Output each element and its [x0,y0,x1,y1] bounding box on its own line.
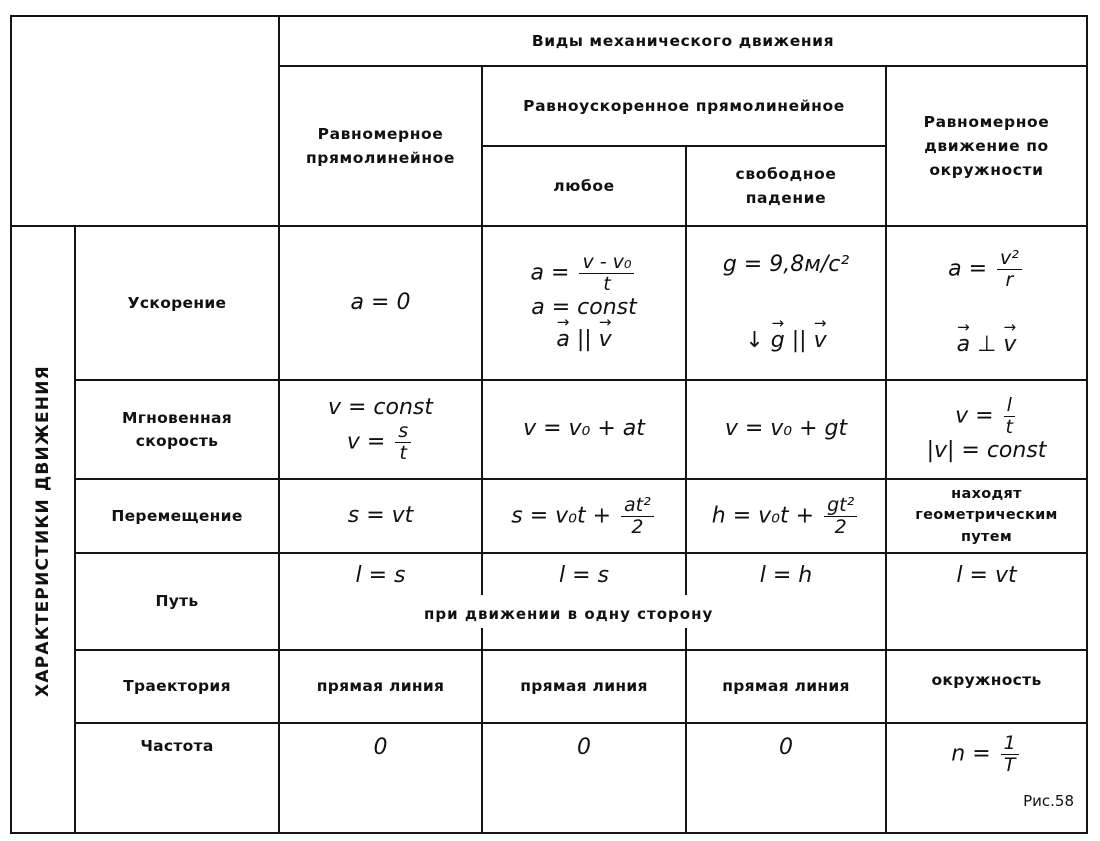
header-title: Виды механического движения [531,31,835,50]
vector-relation: ↓ → g || → v [745,328,826,354]
row-label-displacement: Перемещение [111,506,243,525]
row-label-path: Путь [155,592,199,611]
cell-displacement-uniform: s = vt [347,502,414,528]
cell-acceleration-free-fall: g = 9,8м/с² ↓ → g || → v [687,227,885,379]
cell-velocity-accel-any: v = v₀ + at [523,416,645,442]
fraction: $\frac{\text{at²}}{2}$ [621,495,654,538]
formula-h: h = v₀t + $\frac{\text{gt²}}{2}$ [712,495,860,538]
vector-relation: → a ⊥ → v [957,332,1017,358]
header-accel-any: любое [553,176,615,195]
formula-n: n = $\frac{1}{T}$ [951,733,1021,776]
header-uniform: Равномерное прямолинейное [305,124,456,167]
cell-path-accel-any: l = s [559,562,609,588]
figure-caption: Рис.58 [1023,792,1074,810]
formula-s: s = v₀t + $\frac{\text{at²}}{2}$ [511,495,657,538]
side-label: ХАРАКТЕРИСТИКИ ДВИЖЕНИЯ [33,364,54,697]
cell-acceleration-circular [887,227,1086,379]
path-note: при движении в одну сторону [420,603,717,625]
cell-displacement-free-fall [687,480,885,552]
fraction: $\frac{\text{gt²}}{2}$ [824,495,857,538]
cell-trajectory-free-fall: прямая линия [722,677,850,696]
cell-trajectory-accel-any: прямая линия [520,677,648,696]
header-accel-group: Равноускоренное прямолинейное [523,96,845,115]
border-bottom [10,832,1088,834]
fraction: $\frac{\text{v²}}{r}$ [997,248,1022,291]
cell-path-circular: l = vt [956,562,1017,588]
cell-displacement-accel-any [483,480,685,552]
row-label-acceleration: Ускорение [127,293,227,312]
cell-velocity-uniform: v = const v = $\frac{s}{t}$ [327,394,434,465]
border-right [1086,15,1088,834]
fraction: $\frac{s}{t}$ [395,421,411,464]
row-line-5 [74,722,1088,724]
cell-acceleration-uniform: a = 0 [350,289,411,315]
formula-v-circle: v = $\frac{l}{t}$ [955,393,1013,438]
vector-relation: → a || → v [556,327,611,353]
fraction: $\frac{1}{T}$ [1001,733,1019,776]
row-label-trajectory: Траектория [123,677,231,696]
formula-a-def: a = $\frac{\text{v - v₀}}{t}$ [531,252,638,295]
cell-trajectory-circular: окружность [931,671,1042,690]
header-free-fall: свободное падение [735,164,837,207]
row-label-frequency: Частота [140,736,214,755]
fraction: $\frac{\text{v - v₀}}{t}$ [579,252,634,295]
down-arrow-icon: ↓ [745,327,764,353]
formula-v-def: v = $\frac{s}{t}$ [347,421,414,464]
cell-frequency-accel-any: 0 [577,734,591,760]
cell-displacement-circular: находят геометрическим путем [915,486,1058,545]
cell-frequency-uniform: 0 [373,734,388,760]
cell-acceleration-accel-any: a = $\frac{\text{v - v₀}}{t}$ a = const → a || → v [483,227,685,379]
cell-velocity-free-fall: v = v₀ + gt [724,416,848,442]
cell-path-uniform: l = s [355,562,406,588]
header-circular: Равномерное движение по окружности [923,112,1050,179]
cell-frequency-free-fall: 0 [779,734,793,760]
row-label-velocity: Мгновенная скорость [121,409,233,450]
formula-centripetal: a = $\frac{\text{v²}}{r}$ [948,248,1025,291]
fraction: $\frac{l}{t}$ [1005,393,1013,438]
cell-path-free-fall: l = h [759,562,813,588]
cell-velocity-circular: v = $\frac{l}{t}$ |v| = const [926,393,1047,463]
cell-frequency-circular [887,726,1086,782]
cell-trajectory-uniform: прямая линия [316,677,445,696]
